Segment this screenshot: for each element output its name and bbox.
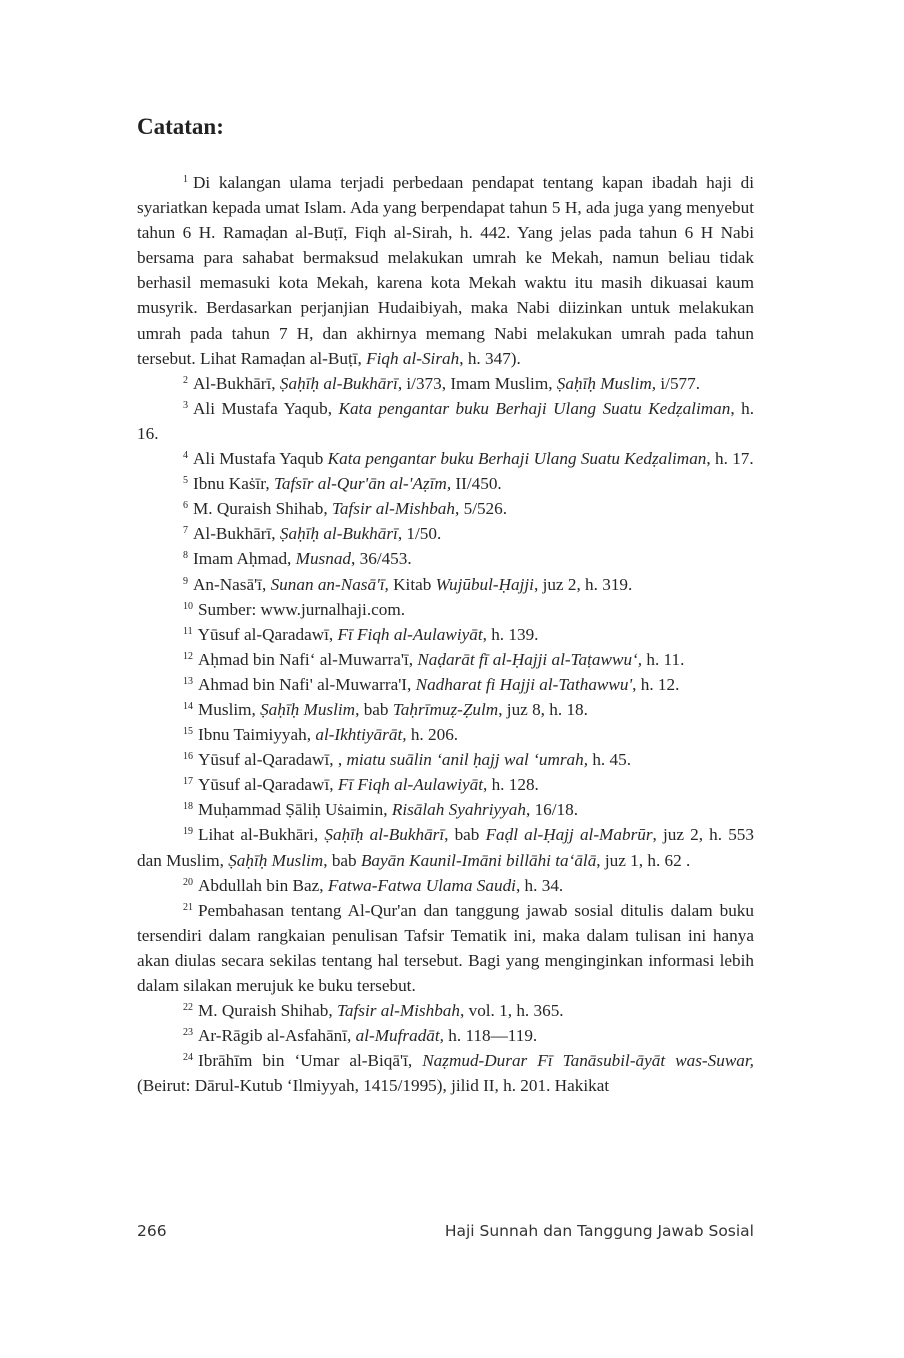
footnote-2 (137, 371, 754, 396)
footnote-text: , vol. 1, h. 365. (460, 1001, 564, 1021)
footnote-title: al-Mufradāt, (355, 1026, 444, 1046)
footnote-19 (137, 822, 754, 872)
footnote-text: , h. 34. (515, 875, 564, 895)
footnote-text: i/577. (656, 373, 701, 393)
footnote-title: Fī Fiqh al-Aulawiyāt (337, 624, 483, 644)
footnote-title: Tafsīr al-Qur'ān al-'Aẓīm, (273, 474, 452, 494)
footnote-title: Naḍarāt fī al-Ḥajji al-Taṭawwu‘, (417, 649, 643, 669)
footnote-title: Kata pengantar buku Berhaji Ulang Suatu Kedẓaliman (338, 398, 731, 418)
footnote-number: 3 (183, 399, 188, 411)
footnote-12 (137, 647, 754, 672)
footnote-title: al-Ikhtiyārāt, (315, 725, 407, 745)
footnote-title: Risālah Syahriyyah (391, 800, 526, 820)
footnote-16 (137, 747, 754, 772)
footnote-8 (137, 546, 754, 571)
footnote-4 (137, 446, 754, 471)
footnote-text: Ibrāhīm bin ‘Umar al-Biqā'ī, (198, 1051, 423, 1071)
footnote-title: Naẓmud-Durar Fī Tanāsubil-āyāt was-Suwar, (422, 1051, 754, 1071)
footnote-number: 5 (183, 475, 188, 487)
footnote-number: 7 (183, 525, 188, 537)
footnote-number: 16 (183, 751, 193, 763)
footnote-title: Ṣaḥīḥ al-Bukhārī (279, 524, 398, 544)
footnote-text: Ibnu Taimiyyah, (198, 725, 316, 745)
footnote-text: h. 206. (406, 725, 459, 745)
footnote-text: Ali Mustafa Yaqub, (193, 398, 339, 418)
page-number: 266 (137, 1222, 167, 1240)
footnote-24 (137, 1048, 754, 1098)
footnote-text: Aḥmad bin Nafi‘ al-Muwarra'ī, (198, 649, 418, 669)
footnote-title: Kata pengantar buku Berhaji Ulang Suatu Kedẓaliman (327, 449, 707, 469)
footnote-text: , h. 347). (459, 348, 521, 368)
footnote-10 (137, 597, 754, 622)
footnote-text: , h. 16. (137, 398, 754, 443)
footnote-number: 24 (183, 1052, 193, 1064)
footnote-title: Bayān Kaunil-Imāni billāhi ta‘ālā (360, 850, 597, 870)
footnote-title: Fatwa-Fatwa Ulama Saudi (327, 875, 516, 895)
footnote-22 (137, 998, 754, 1023)
footnote-title: Sunan an-Nasā'ī, (270, 574, 389, 594)
footnote-5 (137, 471, 754, 496)
footnote-17 (137, 772, 754, 797)
footnote-text: M. Quraish Shihab, (193, 499, 332, 519)
footnote-text: Ar-Rāgib al-Asfahānī, (198, 1026, 356, 1046)
footnote-6 (137, 496, 754, 521)
footnote-number: 11 (183, 625, 193, 637)
footnote-text: Ali Mustafa Yaqub (193, 449, 328, 469)
footnote-title: Tafsir al-Mishbah (336, 1001, 460, 1021)
footnote-text: Kitab (388, 574, 436, 594)
footnote-text: Abdullah bin Baz, (198, 875, 328, 895)
footnote-14 (137, 697, 754, 722)
footnote-title: Ṣaḥīḥ Muslim, (556, 373, 657, 393)
footnote-text: Lihat al-Bukhāri, (198, 825, 325, 845)
footnote-text: , h. 17. (706, 449, 754, 469)
footnote-text: Ahmad bin Nafi' al-Muwarra'I, (198, 674, 416, 694)
footnote-title: miatu suālin ‘anil ḥajj wal ‘umrah, (346, 750, 589, 770)
footnote-9 (137, 572, 754, 597)
footnote-text: , bab (355, 699, 393, 719)
footnote-title: Taḥrīmuẓ-Ẓulm (392, 699, 499, 719)
footnote-number: 19 (183, 826, 193, 838)
footnote-text: Yūsuf al-Qaradawī, (198, 775, 338, 795)
footnote-number: 12 (183, 650, 193, 662)
footnote-number: 17 (183, 776, 193, 788)
footnote-text: Di kalangan ulama terjadi perbedaan pendapat tentang kapan ibadah haji di syariatkan kepada umat Islam. Ada yang berpendapat tahun 5 H, ada juga yang menyebut tahun 6 H. Ramaḍan al-Buṭī, Fiqh al-Sirah, h. 442. Yang jelas pada tahun 6 H Nabi bersama para sahabat bermaksud melakukan umrah ke Mekah, namun beliau tidak berhasil memasuki kota Mekah, karena kota Mekah waktu itu masih dikuasai kaum musyrik. Berdasarkan perjanjian Hudaibiyah, maka Nabi diizinkan untuk melakukan umrah pada tahun 7 H, dan akhirnya memang Nabi melakukan umrah pada tahun tersebut. Lihat Ramaḍan al-Buṭī, (137, 173, 754, 368)
footnote-text: , h. 128. (482, 775, 539, 795)
footnote-number: 18 (183, 801, 193, 813)
footnote-number: 6 (183, 500, 188, 512)
footnote-title: Nadharat fi Hajji al-Tathawwu' (415, 674, 633, 694)
footnote-number: 9 (183, 575, 188, 587)
page-footer (137, 1222, 754, 1246)
footnote-title: Ṣaḥīḥ al-Bukhārī (324, 825, 445, 845)
footnote-title: Musnad (295, 549, 352, 569)
footnote-text: Muslim, (198, 699, 261, 719)
footnote-21 (137, 898, 754, 998)
footnotes-list (137, 170, 754, 1098)
footnote-text: An-Nasā'ī, (193, 574, 271, 594)
footnote-title: Fī Fiqh al-Aulawiyāt (337, 775, 483, 795)
footnote-text: , 5/526. (455, 499, 508, 519)
footnote-text: , bab (323, 850, 361, 870)
page-heading: Catatan: (137, 114, 224, 139)
footnote-text: , i/373, Imam Muslim, (397, 373, 557, 393)
footnote-text: , 36/453. (351, 549, 412, 569)
footnote-number: 14 (183, 700, 193, 712)
footnote-text: Ibnu Kaṡīr, (193, 474, 274, 494)
footnote-text: , bab (444, 825, 486, 845)
footnote-text: , juz 2, h. 553 dan Muslim, (137, 825, 754, 870)
footnote-title: Ṣaḥīḥ Muslim (228, 850, 324, 870)
footnote-text: Yūsuf al-Qaradawī, , (198, 750, 347, 770)
footnote-title: Tafsir al-Mishbah (331, 499, 455, 519)
footnote-number: 13 (183, 675, 193, 687)
footnote-number: 22 (183, 1002, 193, 1014)
footnote-11 (137, 622, 754, 647)
running-title: Haji Sunnah dan Tanggung Jawab Sosial (444, 1222, 754, 1240)
footnote-13 (137, 672, 754, 697)
footnote-text: , juz 1, h. 62 . (596, 850, 691, 870)
footnote-title: Fiqh al-Sirah (366, 348, 460, 368)
footnote-text: Muḥammad Ṣāliḥ Uṡaimin, (198, 800, 392, 820)
footnote-text: , 1/50. (397, 524, 442, 544)
footnote-23 (137, 1023, 754, 1048)
footnote-7 (137, 521, 754, 546)
footnote-number: 10 (183, 600, 193, 612)
footnote-3 (137, 396, 754, 446)
footnote-text: h. 45. (588, 750, 631, 770)
footnote-text: h. 11. (642, 649, 685, 669)
footnote-text: Al-Bukhārī, (193, 373, 280, 393)
footnote-20 (137, 873, 754, 898)
footnote-text: Al-Bukhārī, (193, 524, 280, 544)
footnote-number: 15 (183, 726, 193, 738)
footnote-text: h. 118—119. (443, 1026, 538, 1046)
footnote-18 (137, 797, 754, 822)
footnote-title: Ṣaḥīḥ Muslim (260, 699, 356, 719)
footnote-text: Sumber: www.jurnalhaji.com. (198, 599, 406, 619)
footnote-text: , 16/18. (525, 800, 579, 820)
footnote-number: 4 (183, 450, 188, 462)
footnote-number: 23 (183, 1027, 193, 1039)
footnote-text: , juz 8, h. 18. (498, 699, 588, 719)
footnote-number: 20 (183, 876, 193, 888)
footnote-number: 1 (183, 174, 188, 185)
footnote-text: II/450. (451, 474, 502, 494)
footnote-1 (137, 170, 754, 371)
footnote-number: 21 (183, 901, 193, 913)
footnote-text: (Beirut: Dārul-Kutub ‘Ilmiyyah, 1415/1995), jilid II, h. 201. Hakikat (137, 1076, 610, 1096)
footnote-text: , juz 2, h. 319. (533, 574, 633, 594)
footnote-text: Imam Aḥmad, (193, 549, 296, 569)
footnote-text: M. Quraish Shihab, (198, 1001, 337, 1021)
footnote-text: , h. 139. (482, 624, 539, 644)
footnote-title: Ṣaḥīḥ al-Bukhārī (279, 373, 398, 393)
footnote-number: 2 (183, 374, 188, 386)
footnote-title: Wujūbul-Ḥajji (435, 574, 534, 594)
footnote-15 (137, 722, 754, 747)
footnote-text: Yūsuf al-Qaradawī, (197, 624, 338, 644)
footnote-text: Pembahasan tentang Al-Qur'an dan tanggung jawab sosial ditulis dalam buku tersendiri dalam rangkaian penulisan Tafsir Tematik ini, maka dalam tulisan ini hanya akan diulas secara sekilas tentang hal tersebut. Bagi yang menginginkan informasi lebih dalam silakan merujuk ke buku tersebut. (137, 900, 754, 995)
footnote-title: Faḍl al-Ḥajj al-Mabrūr (485, 825, 653, 845)
footnote-number: 8 (183, 550, 188, 562)
footnote-text: , h. 12. (632, 674, 680, 694)
